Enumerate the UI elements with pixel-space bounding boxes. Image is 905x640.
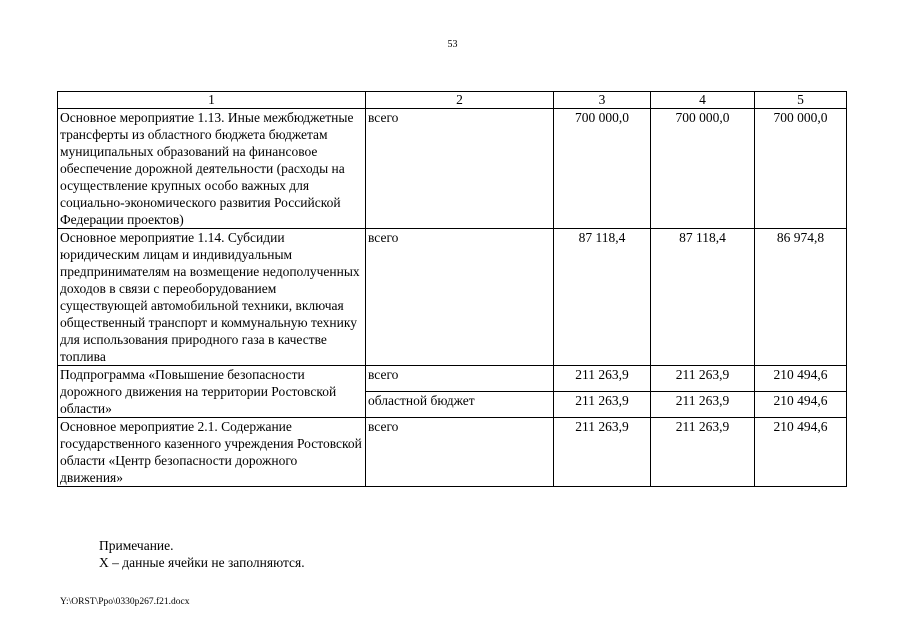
file-path-footer: Y:\ORST\Ppo\0330p267.f21.docx [60,597,190,607]
value-cell: 210 494,6 [755,392,847,418]
value-cell: 210 494,6 [755,366,847,392]
column-header: 5 [755,92,847,109]
column-header: 4 [651,92,755,109]
value-cell: 211 263,9 [554,392,651,418]
funding-source: областной бюджет [366,392,554,418]
table-row [58,418,847,487]
value-cell: 211 263,9 [554,418,651,487]
value-cell: 87 118,4 [651,229,755,366]
value-cell: 210 494,6 [755,418,847,487]
activity-name: Основное мероприятие 1.14. Субсидии юридическим лицам и индивидуальным предпринимателям на возмещение недополученных доходов в связи с переоборудованием существующей автомобильной техники, включая общественный транспорт и коммунальную технику для использования природного газа в качестве топлива [58,229,366,366]
activity-name: Основное мероприятие 1.13. Иные межбюджетные трансферты из областного бюджета бюджетам муниципальных образований на финансовое обеспечение дорожной деятельности (расходы на осуществление крупных особо важных для социально-экономического развития Российской Федерации проектов) [58,109,366,229]
note-block [99,537,305,571]
value-cell: 700 000,0 [554,109,651,229]
budget-table [57,91,847,487]
table-row [58,366,847,392]
value-cell: 211 263,9 [554,366,651,392]
value-cell: 87 118,4 [554,229,651,366]
activity-name: Подпрограмма «Повышение безопасности дорожного движения на территории Ростовской области» [58,366,366,418]
column-header: 1 [58,92,366,109]
value-cell: 700 000,0 [755,109,847,229]
value-cell: 211 263,9 [651,392,755,418]
activity-name: Основное мероприятие 2.1. Содержание государственного казенного учреждения Ростовской области «Центр безопасности дорожного движения» [58,418,366,487]
table-row [58,109,847,229]
column-header: 3 [554,92,651,109]
column-header: 2 [366,92,554,109]
value-cell: 211 263,9 [651,366,755,392]
funding-source: всего [366,229,554,366]
funding-source: всего [366,418,554,487]
value-cell: 211 263,9 [651,418,755,487]
value-cell: 86 974,8 [755,229,847,366]
note-title: Примечание. [99,538,174,553]
table-header-row [58,92,847,109]
funding-source: всего [366,366,554,392]
funding-source: всего [366,109,554,229]
value-cell: 700 000,0 [651,109,755,229]
table-row [58,229,847,366]
page-number: 53 [447,39,458,50]
note-text: Х – данные ячейки не заполняются. [99,555,305,570]
